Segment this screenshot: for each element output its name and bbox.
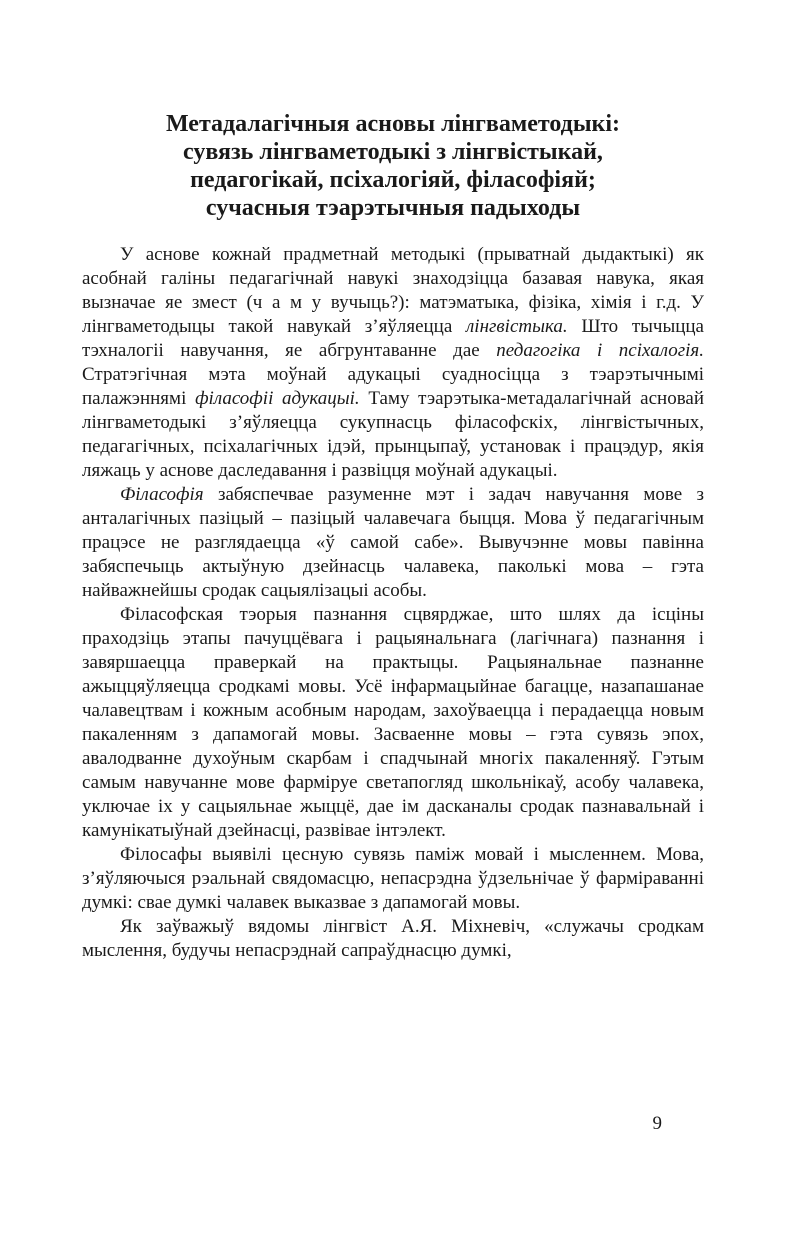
page-number: 9 [652, 1113, 662, 1134]
text-segment: Стратэгічная мэта моўнай адукацыі суадносіцца з тэарэтычнымі палажэннямі [82, 364, 704, 409]
paragraph-1 [82, 243, 704, 483]
paragraph-5 [82, 915, 704, 963]
title-line-1: Метадалагічныя асновы лінгваметодыкі: [165, 111, 621, 137]
text-segment: Што тычыцца тэхналогіі навучання, яе абгрунтаванне дае [82, 316, 704, 361]
text-segment: забяспечвае разуменне мэт і задач навучання мове з анталагічных пазіцый – пазіцый чалавечага быцця. Мова ў педагагічным працэсе не разглядаецца «ў самой сабе». Вывучэнне мовы павінна забяспечыць актыўную дзейнасць чалавека, паколькі мова – гэта найважнейшы сродак сацыялізацыі асобы. [82, 484, 704, 601]
text-segment-italic: лінгвістыка. [466, 316, 568, 337]
text-segment-italic: Філасофія [120, 484, 204, 505]
title-line-4: сучасныя тэарэтычныя падыходы [205, 195, 581, 221]
title-line-3: педагогікай, псіхалогіяй, філасофіяй; [190, 167, 596, 193]
paragraph-2 [82, 483, 704, 603]
text-segment: Філасофская тэорыя пазнання сцвярджае, што шлях да ісціны праходзіць этапы пачуццёвага і рацыянальнага (лагічнага) пазнання і завяршаецца праверкай на практыцы. Рацыянальнае пазнанне ажыццяўляецца сродкамі мовы. Усё інфармацыйнае багацце, назапашанае чалавецтвам і кожным асобным народам, захоўваецца і перадаецца новым пакаленням з дапамогай мовы. Засваенне мовы – гэта сувязь эпох, авалодванне духоўным скарбам і спадчынай многіх пакаленняў. Гэтым самым навучанне мове фарміруе светапогляд школьнікаў, асобу чалавека, уключае іх у сацыяльнае жыццё, дае ім дасканалы сродак пазнавальнай і камунікатыўнай дзейнасці, развівае інтэлект. [82, 604, 704, 841]
text-segment-italic: філасофіі адукацыі. [195, 388, 360, 409]
paragraph-3 [82, 603, 704, 843]
title-line-2: сувязь лінгваметодыкі з лінгвістыкай, [183, 139, 603, 165]
text-segment: Як заўважыў вядомы лінгвіст А.Я. Міхневіч, «служачы сродкам мыслення, будучы непасрэднай сапраўднасцю думкі, [82, 916, 704, 961]
page-content [82, 110, 704, 963]
paragraph-4 [82, 843, 704, 915]
text-segment-italic: педагогіка і псіхалогія. [496, 340, 704, 361]
text-segment: У аснове кожнай прадметнай методыкі (прыватнай дыдактыкі) як асобнай галіны педагагічнай навукі знаходзіцца базавая навука, якая вызначае яе змест (ч а м у вучыць?): матэматыка, фізіка, хімія і г.д. У лінгваметодыцы такой навукай з’яўляецца [82, 244, 704, 337]
page-title [82, 110, 704, 222]
text-segment: Філосафы выявілі цесную сувязь паміж мовай і мысленнем. Мова, з’яўляючыся рэальнай свядомасцю, непасрэдна ўдзельнічае ў фарміраванні думкі: свае думкі чалавек выказвае з дапамогай мовы. [82, 844, 704, 913]
body-text [82, 243, 704, 963]
text-segment: Таму тэарэтыка-метадалагічнай асновай лінгваметодыкі з’яўляецца сукупнасць філасофскіх, лінгвістычных, педагагічных, псіхалагічных ідэй, прынцыпаў, установак і працэдур, якія ляжаць у аснове даследавання і развіцця моўнай адукацыі. [82, 388, 705, 481]
